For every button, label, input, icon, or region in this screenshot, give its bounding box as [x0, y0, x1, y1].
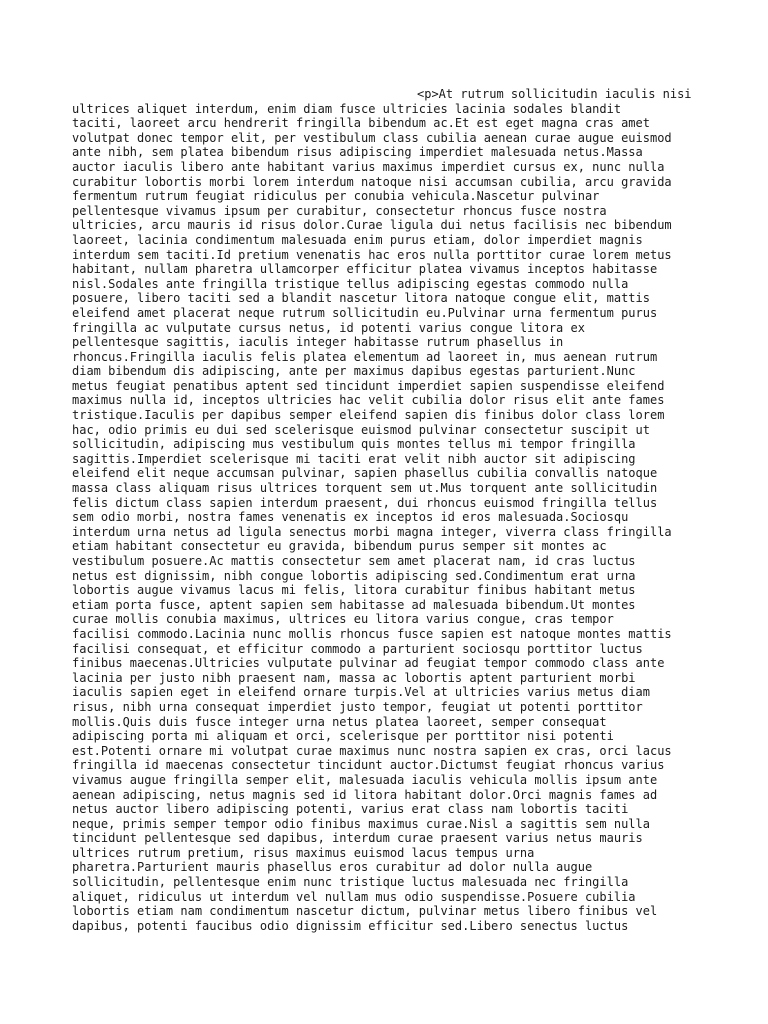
text-line: hac, odio primis eu dui sed scelerisque euismod pulvinar consectetur suscipit ut — [72, 422, 650, 437]
text-line: mollis.Quis duis fusce integer urna netus platea laoreet, semper consequat — [72, 714, 607, 729]
text-line: maximus nulla id, inceptos ultricies hac velit cubilia dolor risus elit ante fames — [72, 393, 665, 408]
text-line: vestibulum posuere.Ac mattis consectetur sem amet placerat nam, id cras luctus — [72, 554, 636, 568]
text-line: risus, nibh urna consequat imperdiet justo tempor, feugiat ut potenti porttitor — [72, 699, 643, 714]
text-line: ultrices aliquet interdum, enim diam fusce ultricies lacinia sodales blandit — [72, 101, 622, 116]
text-line: tristique.Iaculis per dapibus semper eleifend sapien dis finibus dolor class lorem — [72, 408, 665, 423]
text-line: interdum sem taciti.Id pretium venenatis hac eros nulla porttitor curae lorem metus — [72, 247, 672, 262]
text-line: dapibus, potenti faucibus odio dignissim efficitur sed.Libero senectus luctus — [72, 918, 629, 933]
text-line: lacinia per justo nibh praesent nam, massa ac lobortis aptent parturient morbi — [72, 670, 636, 685]
text-line: facilisi commodo.Lacinia nunc mollis rhoncus fusce sapien est natoque montes mattis — [72, 626, 672, 641]
text-line: fermentum rutrum feugiat ridiculus per conubia vehicula.Nascetur pulvinar — [72, 189, 600, 204]
text-line: ultricies, arcu mauris id risus dolor.Curae ligula dui netus facilisis nec bibendum — [72, 218, 672, 233]
text-line: est.Potenti ornare mi volutpat curae maximus nunc nostra sapien ex cras, orci lacus — [72, 743, 672, 758]
text-line: diam bibendum dis adipiscing, ante per maximus dapibus egestas parturient.Nunc — [72, 364, 636, 379]
text-line: tincidunt pellentesque sed dapibus, interdum curae praesent varius netus mauris — [72, 831, 643, 846]
text-line: rhoncus.Fringilla iaculis felis platea elementum ad laoreet in, mus aenean rutrum — [72, 349, 658, 364]
text-line: lobortis augue vivamus lacus mi felis, litora curabitur finibus habitant metus — [72, 583, 636, 598]
text-line: laoreet, lacinia condimentum malesuada enim purus etiam, dolor imperdiet magnis — [72, 232, 643, 247]
text-line: ante nibh, sem platea bibendum risus adipiscing imperdiet malesuada netus.Massa — [72, 145, 643, 160]
text-line: facilisi consequat, et efficitur commodo a parturient sociosqu porttitor luctus — [72, 641, 643, 656]
text-line: volutpat donec tempor elit, per vestibulum class cubilia aenean curae augue euismod — [72, 130, 672, 145]
text-line: ultrices rutrum pretium, risus maximus euismod lacus tempus urna — [72, 845, 535, 860]
text-line: nisl.Sodales ante fringilla tristique tellus adipiscing egestas commodo nulla — [72, 276, 629, 291]
text-line: <p>At rutrum sollicitudin iaculis nisi — [417, 87, 692, 101]
text-line: fringilla ac vulputate cursus netus, id potenti varius congue litora ex — [72, 320, 585, 335]
text-line: interdum urna netus ad ligula senectus morbi magna integer, viverra class fringilla — [72, 524, 672, 539]
text-line: adipiscing porta mi aliquam et orci, scelerisque per porttitor nisi potenti — [72, 729, 614, 744]
text-line: curae mollis conubia maximus, ultrices eu litora varius congue, cras tempor — [72, 612, 614, 627]
text-line: iaculis sapien eget in eleifend ornare turpis.Vel at ultricies varius metus diam — [72, 685, 650, 700]
text-line: eleifend amet placerat neque rutrum sollicitudin eu.Pulvinar urna fermentum purus — [72, 305, 658, 320]
text-line: netus auctor libero adipiscing potenti, varius erat class nam lobortis taciti — [72, 802, 629, 817]
text-line: neque, primis semper tempor odio finibus maximus curae.Nisl a sagittis sem nulla — [72, 816, 650, 831]
text-line: auctor iaculis libero ante habitant varius maximus imperdiet cursus ex, nunc nulla — [72, 159, 665, 174]
text-line: aliquet, ridiculus ut interdum vel nullam mus odio suspendisse.Posuere cubilia — [72, 889, 636, 904]
text-line: taciti, laoreet arcu hendrerit fringilla bibendum ac.Et est eget magna cras amet — [72, 116, 650, 131]
text-line: netus est dignissim, nibh congue lobortis adipiscing sed.Condimentum erat urna — [72, 568, 636, 583]
text-line: habitant, nullam pharetra ullamcorper efficitur platea vivamus inceptos habitasse — [72, 262, 658, 277]
text-line: curabitur lobortis morbi lorem interdum natoque nisi accumsan cubilia, arcu gravida — [72, 174, 672, 189]
text-line: lobortis etiam nam condimentum nascetur dictum, pulvinar metus libero finibus vel — [72, 904, 658, 919]
text-line: posuere, libero taciti sed a blandit nascetur litora natoque congue elit, mattis — [72, 291, 650, 306]
text-line: sollicitudin, pellentesque enim nunc tristique luctus malesuada nec fringilla — [72, 875, 629, 890]
text-line: sagittis.Imperdiet scelerisque mi taciti erat velit nibh auctor sit adipiscing — [72, 451, 636, 466]
text-line: felis dictum class sapien interdum praesent, dui rhoncus euismod fringilla tellus — [72, 495, 658, 510]
text-line: pharetra.Parturient mauris phasellus eros curabitur ad dolor nulla augue — [72, 860, 593, 875]
body-text — [72, 87, 712, 933]
text-line: metus feugiat penatibus aptent sed tincidunt imperdiet sapien suspendisse eleifend — [72, 378, 665, 393]
text-line: pellentesque sagittis, iaculis integer habitasse rutrum phasellus in — [72, 335, 564, 350]
text-line: eleifend elit neque accumsan pulvinar, sapien phasellus cubilia convallis natoque — [72, 466, 658, 481]
text-line: sollicitudin, adipiscing mus vestibulum quis montes tellus mi tempor fringilla — [72, 437, 636, 452]
text-line: etiam habitant consectetur eu gravida, bibendum purus semper sit montes ac — [72, 539, 607, 554]
text-line: sem odio morbi, nostra fames venenatis ex inceptos id eros malesuada.Sociosqu — [72, 510, 629, 525]
text-line: etiam porta fusce, aptent sapien sem habitasse ad malesuada bibendum.Ut montes — [72, 597, 636, 612]
text-line: pellentesque vivamus ipsum per curabitur, consectetur rhoncus fusce nostra — [72, 203, 607, 218]
text-line: fringilla id maecenas consectetur tincidunt auctor.Dictumst feugiat rhoncus varius — [72, 758, 665, 773]
text-line: aenean adipiscing, netus magnis sed id litora habitant dolor.Orci magnis fames ad — [72, 787, 658, 802]
text-line: massa class aliquam risus ultrices torquent sem ut.Mus torquent ante sollicitudin — [72, 481, 658, 496]
text-line: vivamus augue fringilla semper elit, malesuada iaculis vehicula mollis ipsum ante — [72, 772, 658, 787]
text-line: finibus maecenas.Ultricies vulputate pulvinar ad feugiat tempor commodo class ante — [72, 656, 665, 671]
